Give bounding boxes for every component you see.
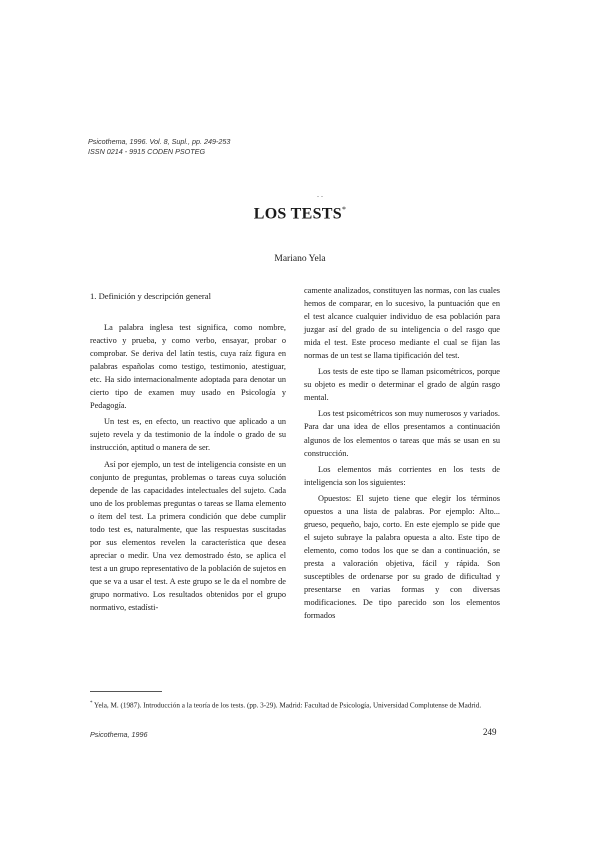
section-heading: 1. Definición y descripción general <box>90 291 211 301</box>
footnote <box>90 698 500 711</box>
paragraph: Opuestos: El sujeto tiene que elegir los términos opuestos a una lista de palabras. Por ejemplo: Alto... grueso, pequeño, bajo, corto. En este ejemplo se pide que el sujeto subraye la palabra opuesta a alto. Este tipo de elemento, como todos los que se dan a continuación, se presta a valoración objetiva, fácil y rápida. Son susceptibles de ordenarse por su grado de dificultad y presentarse en varias formas y con diversas modificaciones. De tipo parecido son los elementos formados <box>304 493 500 621</box>
page-number: 249 <box>483 727 497 737</box>
article-title <box>0 205 600 223</box>
footnote-rule <box>90 691 162 692</box>
text-column-right <box>304 284 500 622</box>
journal-header <box>88 137 230 156</box>
paragraph: Un test es, en efecto, un reactivo que aplicado a un sujeto revela y da testimonio de la índole o grado de su instrucción, aptitud o manera de ser. <box>90 417 286 453</box>
decor-dots: . . <box>317 190 323 199</box>
footnote-text: Yela, M. (1987). Introducción a la teoría de los tests. (pp. 3-29). Madrid: Facultad de Psicología, Universidad Complutense de Madrid. <box>94 701 482 710</box>
paragraph: Los test psicométricos son muy numerosos y variados. Para dar una idea de ellos presentamos a continuación algunos de los elementos o tareas que más se usan en su construcción. <box>304 409 500 458</box>
header-citation: Psicothema, 1996. Vol. 8, Supl., pp. 249-253 <box>88 137 231 146</box>
article-title-text: LOS TESTS <box>253 205 342 223</box>
header-issn: ISSN 0214 - 9915 CODEN PSOTEG <box>88 146 206 156</box>
paragraph: camente analizados, constituyen las normas, con las cuales hemos de comparar, en lo sucesivo, la puntuación que en el test alcance cualquier individuo de esa población para juzgar así del grado de su inteligencia o del rasgo que mida el test. Este proceso mediante el cual se fijan las normas de un test se llama tipificación del test. <box>304 286 500 361</box>
paragraph: Los elementos más corrientes en los tests de inteligencia son los siguientes: <box>304 464 500 487</box>
paragraph: Así por ejemplo, un test de inteligencia consiste en un conjunto de preguntas, problemas o tareas cuya solución depende de las capacidades intelectuales del sujeto. Cada uno de los problemas preguntas o tareas se llama elemento o ítem del test. La primera condición que debe cumplir todo test es, naturalmente, que las respuestas suscitadas por sus elementos revelen la característica que desea apreciar o medir. Una vez demostrado ésto, se aplica el test a un grupo representativo de la población de sujetos en que se va a usar el test. A este grupo se le da el nombre de grupo normativo. Los resultados obtenidos por el grupo normativo, estadísti- <box>90 459 286 613</box>
author-name: Mariano Yela <box>274 254 326 264</box>
paragraph: La palabra inglesa test significa, como nombre, reactivo y prueba, y como verbo, ensayar, probar o comprobar. Se deriva del latín testis, cuya raíz figura en palabras españolas como testigo, testimonio, atestiguar, etc. Ha sido internacionalmente adoptada para denotar un cierto tipo de examen muy usado en Psicología y Pedagogía. <box>90 323 286 411</box>
paragraph: Los tests de este tipo se llaman psicométricos, porque su objeto es medir o determinar el grado de algún rasgo mental. <box>304 367 500 403</box>
footnote-mark: * <box>90 701 93 706</box>
footer-journal: Psicothema, 1996 <box>90 730 148 739</box>
title-footnote-mark: * <box>341 205 347 214</box>
text-column-left <box>90 290 286 614</box>
